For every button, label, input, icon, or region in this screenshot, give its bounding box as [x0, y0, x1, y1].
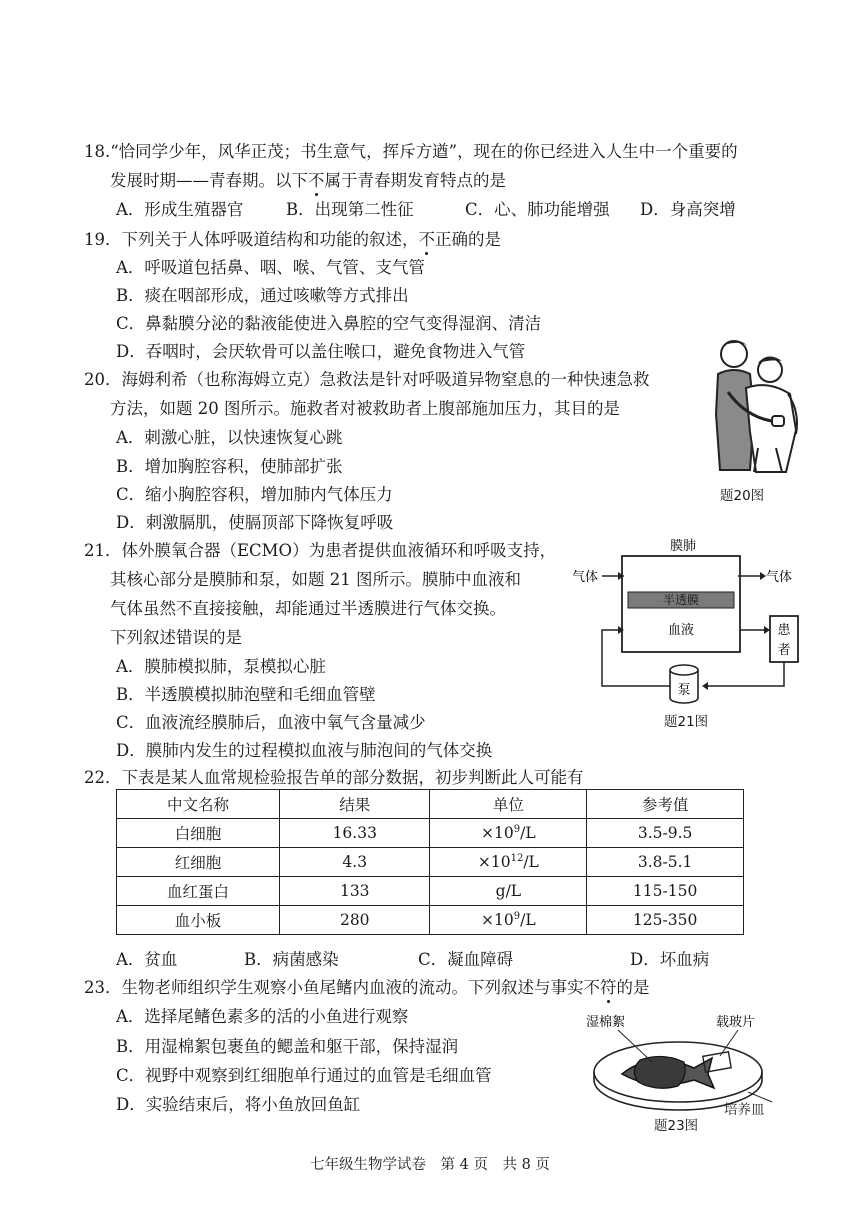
q19-option-d: D．吞咽时，会厌软骨可以盖住喉口，避免食物进入气管	[116, 342, 526, 361]
semipermeable-label: 半透膜	[662, 593, 700, 607]
cell-name: 血红蛋白	[117, 877, 280, 906]
header-name: 中文名称	[117, 790, 280, 819]
wet-cotton	[634, 1056, 685, 1088]
q22-option-b: B．病菌感染	[244, 950, 339, 969]
q18-stem-line2: 发展时期——青春期。以下不属于青春期发育特点的是	[110, 167, 506, 191]
membrane-lung-label: 膜肺	[669, 539, 697, 554]
q18-option-a: A．形成生殖器官	[116, 200, 244, 219]
cell-name: 白细胞	[117, 819, 280, 848]
q21-stem-line4: 下列叙述错误的是	[110, 628, 242, 647]
q20-figure-caption: 题20图	[720, 488, 765, 504]
q22-option-d: D．坏血病	[630, 950, 710, 969]
q21-figure-caption: 题21图	[664, 714, 709, 730]
emphasis-dot-char: 符	[600, 974, 617, 998]
cell-reference: 3.8-5.1	[587, 848, 744, 877]
cell-reference: 125-350	[587, 906, 744, 935]
cell-result: 280	[280, 906, 430, 935]
cell-unit: $\times 10^{12}/L$	[430, 848, 587, 877]
q21-option-d: D．膜肺内发生的过程模拟血液与肺泡间的气体交换	[116, 741, 493, 760]
q20-option-b: B．增加胸腔容积，使肺部扩张	[116, 457, 343, 476]
cell-unit: $\times 10^9/L$	[430, 906, 587, 935]
q18-option-d: D．身高突增	[640, 200, 736, 219]
cell-result: 4.3	[280, 848, 430, 877]
q20-option-a: A．刺激心脏，以快速恢复心跳	[116, 428, 343, 447]
q19-option-a: A．呼吸道包括鼻、咽、喉、气管、支气管	[116, 258, 425, 277]
q23-option-b: B．用湿棉絮包裹鱼的鳃盖和躯干部，保持湿润	[116, 1037, 459, 1056]
cell-name: 红细胞	[117, 848, 280, 877]
q21-option-a: A．膜肺模拟肺，泵模拟心脏	[116, 657, 326, 676]
q18-option-b: B．出现第二性征	[286, 200, 414, 219]
cell-name: 血小板	[117, 906, 280, 935]
heimlich-illustration	[688, 330, 808, 475]
blood-label: 血液	[667, 623, 695, 638]
q19-option-b: B．痰在咽部形成，通过咳嗽等方式排出	[116, 286, 409, 305]
q19-option-c: C．鼻黏膜分泌的黏液能使进入鼻腔的空气变得湿润、清洁	[116, 314, 542, 333]
header-reference: 参考值	[587, 790, 744, 819]
q22-option-a: A．贫血	[116, 950, 178, 969]
cell-unit: $\times 10^9/L$	[430, 819, 587, 848]
q22-option-c: C．凝血障碍	[418, 950, 514, 969]
q23-stem: 23．生物老师组织学生观察小鱼尾鳍内血液的流动。下列叙述与事实不符的是	[84, 974, 650, 998]
slide-label: 载玻片	[716, 1015, 756, 1030]
q22-stem: 22．下表是某人血常规检验报告单的部分数据，初步判断此人可能有	[84, 768, 584, 787]
table-row	[117, 819, 744, 848]
cell-reference: 115-150	[587, 877, 744, 906]
q21-stem-line3: 气体虽然不直接接触，却能通过半透膜进行气体交换。	[110, 599, 506, 618]
q20-stem-line1: 20．海姆利希（也称海姆立克）急救法是针对呼吸道异物窒息的一种快速急救	[84, 370, 650, 389]
cell-reference: 3.5-9.5	[587, 819, 744, 848]
q20-stem-line2: 方法，如题 20 图所示。施救者对被救助者上腹部施加压力，其目的是	[110, 399, 620, 418]
cell-unit: g/L	[430, 877, 587, 906]
header-result: 结果	[280, 790, 430, 819]
q23-option-d: D．实验结束后，将小鱼放回鱼缸	[116, 1095, 361, 1114]
q22-options	[116, 946, 746, 970]
q18-options	[116, 196, 746, 220]
q19-stem: 19．下列关于人体呼吸道结构和功能的叙述，不正确的是	[84, 226, 501, 250]
q21-option-c: C．血液流经膜肺后，血液中氧气含量减少	[116, 713, 426, 732]
blood-test-table	[116, 789, 744, 935]
q20-option-d: D．刺激膈肌，使膈顶部下降恢复呼吸	[116, 513, 394, 532]
q23-option-a: A．选择尾鳍色素多的活的小鱼进行观察	[116, 1007, 409, 1026]
dish-label: 培养皿	[724, 1102, 765, 1118]
cell-result: 16.33	[280, 819, 430, 848]
patient-label-1: 患	[777, 623, 791, 638]
fish-experiment-illustration	[578, 1012, 790, 1112]
q21-option-b: B．半透膜模拟肺泡壁和毛细血管壁	[116, 685, 376, 704]
pump-label: 泵	[677, 683, 691, 698]
table-header-row	[117, 790, 744, 819]
ecmo-diagram	[568, 536, 804, 708]
q20-option-c: C．缩小胸腔容积，增加肺内气体压力	[116, 485, 393, 504]
page-footer: 七年级生物学试卷 第 4 页 共 8 页	[310, 1157, 550, 1173]
emphasis-dot-char: 不	[308, 167, 325, 191]
table-row	[117, 877, 744, 906]
q23-option-c: C．视野中观察到红细胞单行通过的血管是毛细血管	[116, 1066, 492, 1085]
emphasis-dot-char: 不	[419, 226, 436, 250]
header-unit: 单位	[430, 790, 587, 819]
q21-stem-line1: 21．体外膜氧合器（ECMO）为患者提供血液循环和呼吸支持，	[84, 541, 557, 560]
q18-option-c: C．心、肺功能增强	[465, 200, 610, 219]
gas-out-label: 气体	[766, 570, 793, 585]
cell-result: 133	[280, 877, 430, 906]
table-row	[117, 848, 744, 877]
gas-in-label: 气体	[572, 570, 599, 585]
patient-label-2: 者	[777, 643, 791, 658]
q23-figure-caption: 题23图	[654, 1118, 699, 1134]
table-row	[117, 906, 744, 935]
q21-stem-line2: 其核心部分是膜肺和泵，如题 21 图所示。膜肺中血液和	[110, 570, 521, 589]
q18-stem-line1: 18.“恰同学少年，风华正茂；书生意气，挥斥方遒”，现在的你已经进入人生中一个重要的	[84, 142, 738, 161]
cotton-label: 湿棉絮	[586, 1015, 626, 1030]
